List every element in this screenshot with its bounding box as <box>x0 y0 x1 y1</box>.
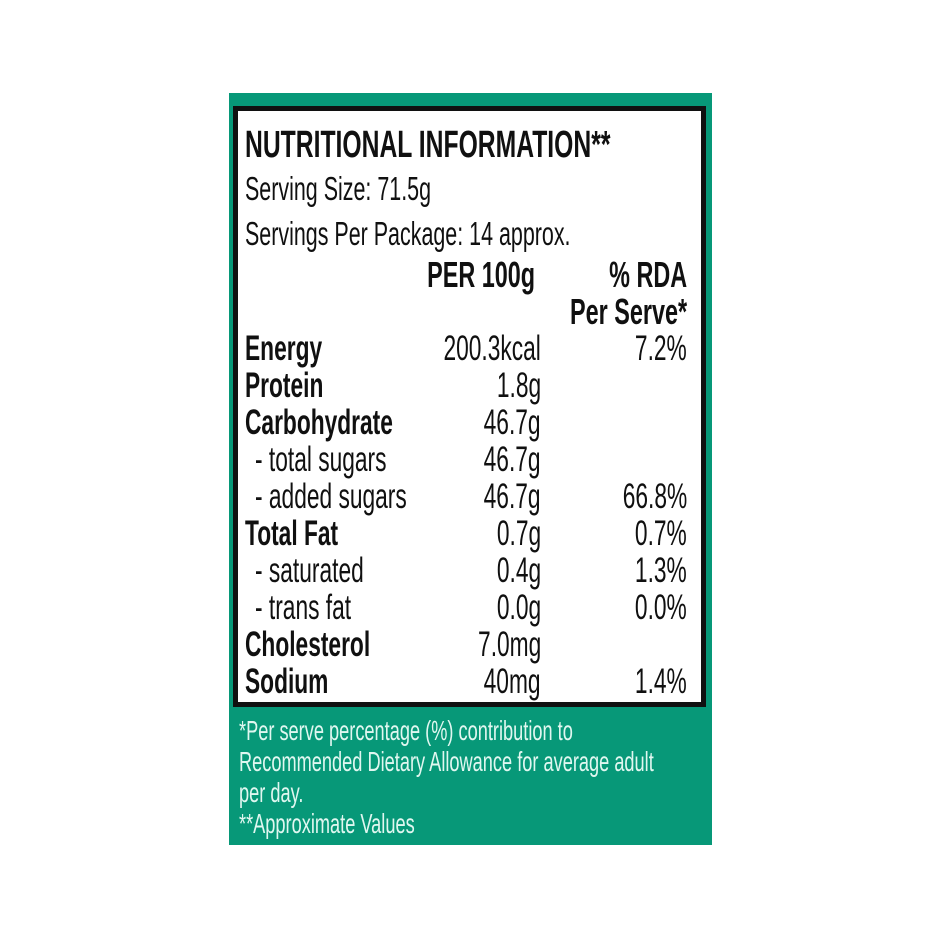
nutrient-row <box>245 626 691 663</box>
nutrient-name: Total Fat <box>245 514 339 553</box>
nutrient-row <box>245 515 691 552</box>
footnote-line <box>239 808 712 839</box>
nutrient-amount: 1.8g <box>496 366 541 405</box>
footnote-line <box>239 746 712 777</box>
nutrient-name: - added sugars <box>255 477 407 516</box>
nutrient-amount: 200.3kcal <box>443 329 541 368</box>
servings-per-package-text: Servings Per Package: 14 approx. <box>245 215 571 252</box>
nutrient-row <box>245 367 691 404</box>
nutrient-amount: 7.0mg <box>477 625 541 664</box>
nutrient-rda: 1.3% <box>635 551 687 590</box>
nutrient-row <box>245 404 691 441</box>
nutrient-amount: 0.0g <box>496 588 541 627</box>
nutrient-row <box>245 663 691 700</box>
nutrient-rda: 0.7% <box>635 514 687 553</box>
nutrient-name: Sodium <box>245 662 329 701</box>
column-header-rda-line1: % RDA <box>608 254 687 295</box>
nutrient-row <box>245 552 691 589</box>
nutrient-rda: 0.0% <box>635 588 687 627</box>
nutrient-name: Protein <box>245 366 324 405</box>
nutrient-amount: 46.7g <box>484 440 541 479</box>
serving-size-line <box>245 166 691 211</box>
nutrient-rda: 1.4% <box>635 662 687 701</box>
footnote-line <box>239 715 712 746</box>
footnote-text: **Approximate Values <box>239 808 415 839</box>
label-title <box>245 124 691 166</box>
nutrient-row <box>245 330 691 367</box>
label-title-text: NUTRITIONAL INFORMATION** <box>245 124 611 166</box>
nutrient-amount: 40mg <box>484 662 541 701</box>
label-panel <box>229 93 712 845</box>
footnote-text: *Per serve percentage (%) contribution to <box>239 715 573 746</box>
nutrient-rda: 66.8% <box>622 477 687 516</box>
nutrient-amount: 46.7g <box>484 477 541 516</box>
servings-per-package-line <box>245 211 691 256</box>
nutrient-name: - trans fat <box>255 588 352 627</box>
column-header-rda-line2: Per Serve* <box>569 291 687 332</box>
nutrient-rda: 7.2% <box>635 329 687 368</box>
footnote-text: per day. <box>239 777 304 808</box>
footnote-text: Recommended Dietary Allowance for average adult <box>239 746 654 777</box>
nutrition-rows <box>245 330 691 700</box>
nutrient-name: - saturated <box>255 551 364 590</box>
nutrient-row <box>245 589 691 626</box>
serving-size-text: Serving Size: 71.5g <box>245 170 432 207</box>
column-header-per-100g: PER 100g <box>427 254 535 295</box>
column-header-row <box>245 256 691 330</box>
nutrient-amount: 46.7g <box>484 403 541 442</box>
nutrient-name: Energy <box>245 329 323 368</box>
nutrient-name: Cholesterol <box>245 625 371 664</box>
nutrition-facts-box <box>233 106 706 707</box>
nutrient-row <box>245 441 691 478</box>
nutrient-name: - total sugars <box>255 440 387 479</box>
footnote-line <box>239 777 712 808</box>
nutrient-amount: 0.4g <box>496 551 541 590</box>
column-header-rda <box>570 256 687 330</box>
nutrient-name: Carbohydrate <box>245 403 393 442</box>
nutrient-row <box>245 478 691 515</box>
nutrient-amount: 0.7g <box>496 514 541 553</box>
footnotes <box>229 707 712 839</box>
